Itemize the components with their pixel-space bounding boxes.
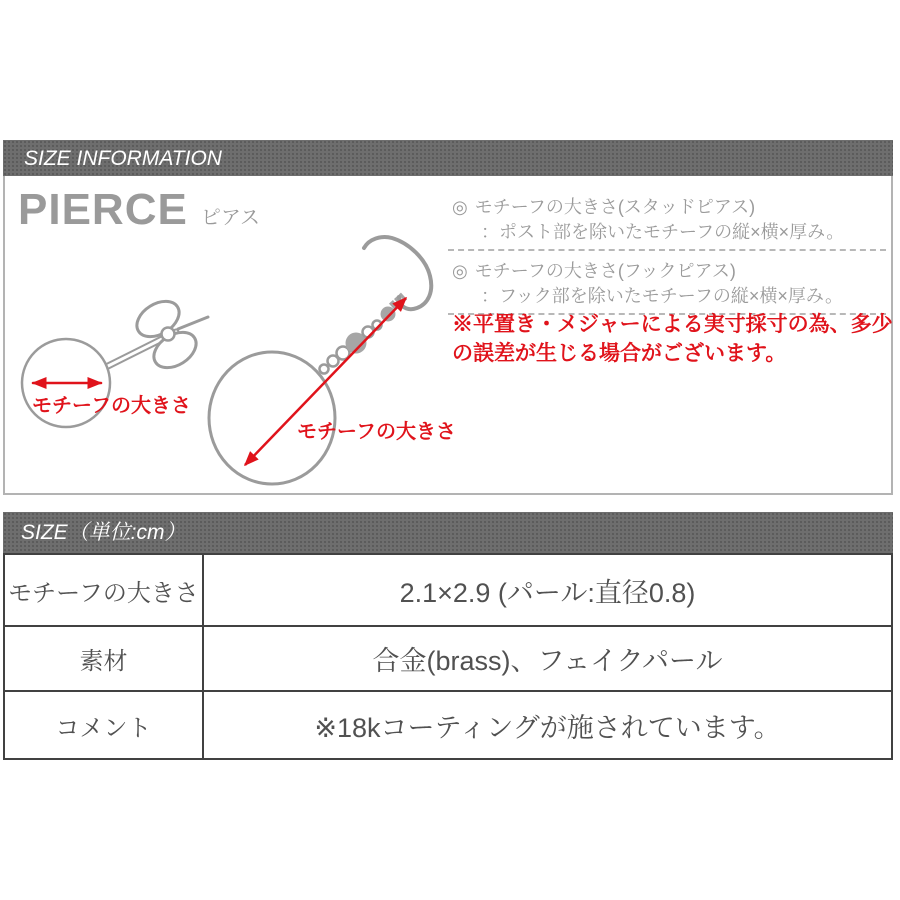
row-label: モチーフの大きさ: [4, 554, 203, 626]
hook-measure-label: モチーフの大きさ: [297, 421, 456, 443]
measurement-warning: [452, 310, 897, 368]
pierce-title-ja: ピアス: [200, 207, 261, 229]
warning-line-1: ※平置き・メジャーによる実寸採寸の為、多少: [452, 313, 893, 336]
row-label: 素材: [4, 626, 203, 691]
stud-measure-label: モチーフの大きさ: [32, 395, 191, 417]
pierce-title-en: PIERCE: [18, 185, 188, 234]
row-value: 合金(brass)、フェイクパール: [203, 626, 892, 691]
earring-size-diagram: [0, 176, 500, 496]
size-table-title: SIZE（単位:cm）: [21, 521, 186, 544]
table-row-material: [4, 626, 892, 691]
stud-clutch-center: [162, 328, 175, 341]
size-table-header-bar: [3, 512, 893, 553]
warning-line-2: の誤差が生じる場合がございます。: [452, 342, 787, 365]
hook-motif-circle: [209, 352, 335, 484]
table-row-motif-size: [4, 554, 892, 626]
measurement-notes: [448, 195, 886, 323]
bullet-icon: ◎: [452, 197, 468, 217]
note-desc: ：フック部を除いたモチーフの縦×横×厚み。: [481, 286, 843, 306]
row-label: コメント: [4, 691, 203, 759]
note-desc: ：ポスト部を除いたモチーフの縦×横×厚み。: [481, 222, 845, 242]
hook-earring-diagram: [209, 237, 456, 484]
bead: [320, 365, 329, 374]
stud-earring-diagram: [22, 294, 208, 427]
pearl-bead: [381, 307, 396, 322]
hook-wire: [364, 237, 431, 309]
note-stud-pierce: [448, 195, 886, 251]
size-information-header-bar: [3, 140, 893, 176]
row-value: ※18kコーティングが施されています。: [203, 691, 892, 759]
size-information-title: SIZE INFORMATION: [24, 147, 222, 170]
stud-pin-tip: [178, 317, 208, 329]
table-row-comment: [4, 691, 892, 759]
note-hook-pierce: [448, 259, 886, 315]
bullet-icon: ◎: [452, 261, 468, 281]
row-value: 2.1×2.9 (パール:直径0.8): [203, 554, 892, 626]
note-label: モチーフの大きさ(スタッドピアス): [474, 197, 756, 217]
size-spec-table: [3, 553, 893, 760]
note-label: モチーフの大きさ(フックピアス): [474, 261, 736, 281]
